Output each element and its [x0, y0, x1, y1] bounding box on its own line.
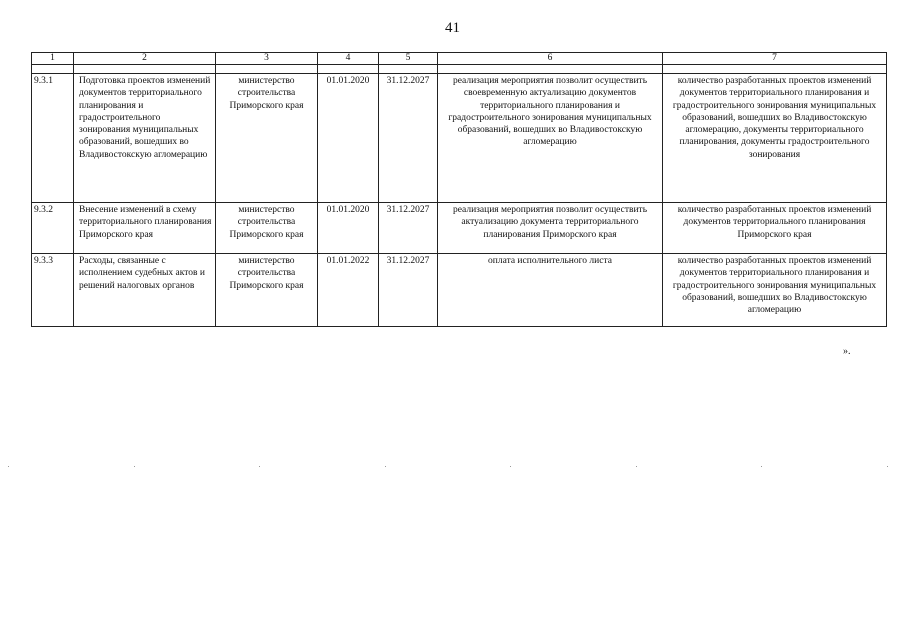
measure-title: Расходы, связанные с исполнением судебных актов и решений налоговых органов — [74, 254, 216, 327]
indicator: количество разработанных проектов изменений документов территориального планирования и градостроительного зонирования муниципальных образований, вошедших во Владивостокскую агломерацию, документы территориального планирования, документы градостроительного зонирования — [663, 74, 887, 203]
column-header: 7 — [663, 53, 887, 65]
program-table — [31, 52, 887, 327]
table-row — [32, 74, 887, 203]
expected-result: реализация мероприятия позволит осуществить актуализацию документа территориального планирования Приморского края — [438, 203, 663, 254]
end-date: 31.12.2027 — [379, 254, 438, 327]
table-row — [32, 203, 887, 254]
end-date: 31.12.2027 — [379, 74, 438, 203]
column-header: 1 — [32, 53, 74, 65]
expected-result: оплата исполнительного листа — [438, 254, 663, 327]
executor: министерство строительства Приморского края — [216, 254, 318, 327]
column-header: 2 — [74, 53, 216, 65]
measure-title: Подготовка проектов изменений документов территориального планирования и градостроительного зонирования муниципальных образований, вошедших во Владивостокскую агломерацию — [74, 74, 216, 203]
executor: министерство строительства Приморского края — [216, 203, 318, 254]
start-date: 01.01.2022 — [318, 254, 379, 327]
scan-dot-line — [8, 466, 888, 468]
column-header: 3 — [216, 53, 318, 65]
indicator: количество разработанных проектов изменений документов территориального планирования и градостроительного зонирования муниципальных образований, вошедших во Владивостокскую агломерацию — [663, 254, 887, 327]
table-gap-row — [32, 65, 887, 74]
indicator: количество разработанных проектов изменений документов территориального планирования Приморского края — [663, 203, 887, 254]
closing-quote-mark: ». — [843, 346, 851, 357]
expected-result: реализация мероприятия позволит осуществить своевременную актуализацию документов территориального планирования и градостроительного зонирования муниципальных образований, вошедших во Владивостокскую агломерацию — [438, 74, 663, 203]
row-number: 9.3.2 — [32, 203, 74, 254]
start-date: 01.01.2020 — [318, 203, 379, 254]
executor: министерство строительства Приморского края — [216, 74, 318, 203]
column-header: 4 — [318, 53, 379, 65]
page-number: 41 — [445, 20, 460, 36]
table-header-row — [32, 53, 887, 65]
column-header: 6 — [438, 53, 663, 65]
row-number: 9.3.3 — [32, 254, 74, 327]
column-header: 5 — [379, 53, 438, 65]
start-date: 01.01.2020 — [318, 74, 379, 203]
table-row — [32, 254, 887, 327]
row-number: 9.3.1 — [32, 74, 74, 203]
end-date: 31.12.2027 — [379, 203, 438, 254]
measure-title: Внесение изменений в схему территориального планирования Приморского края — [74, 203, 216, 254]
